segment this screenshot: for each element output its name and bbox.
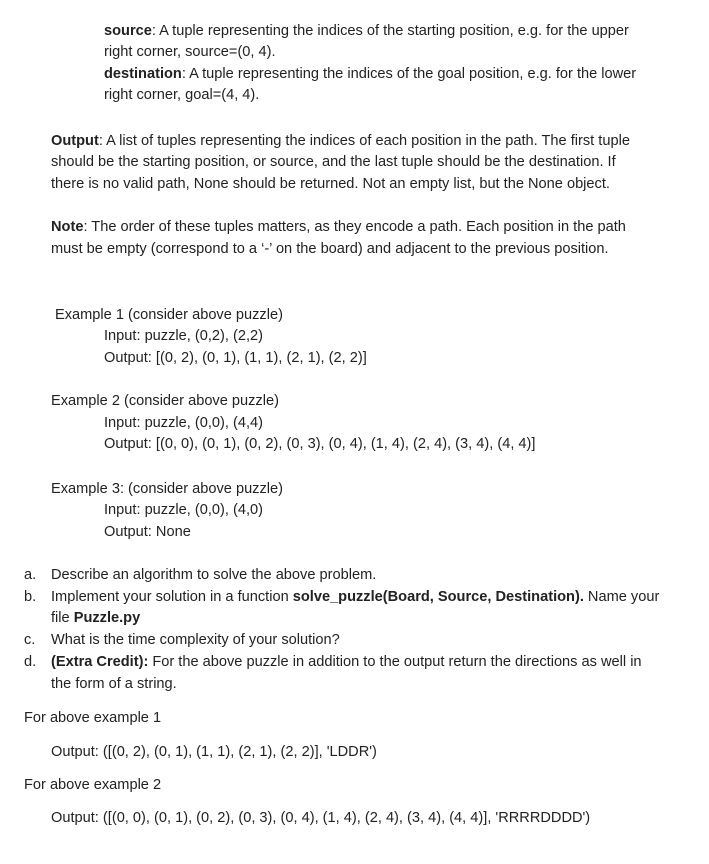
note-line-1 (51, 217, 626, 239)
task-a-text: Describe an algorithm to solve the above problem. (51, 567, 377, 583)
task-b-marker: b. (24, 589, 37, 605)
output-label: Output (51, 133, 99, 149)
destination-desc: : A tuple representing the indices of the goal position, e.g. for the lower (181, 66, 637, 82)
task-c-text: What is the time complexity of your solution? (51, 632, 340, 648)
extra-example-2-output: Output: ([(0, 0), (0, 1), (0, 2), (0, 3), (0, 4), (1, 4), (2, 4), (3, 4), (4, 4)], 'RRRRDDDD') (51, 810, 591, 826)
example-3-output: Output: None (104, 524, 191, 540)
task-b-function-name: solve_puzzle(Board, Source, Destination). (292, 589, 584, 605)
extra-example-1-heading: For above example 1 (24, 710, 162, 726)
note-desc-1: : The order of these tuples matters, as they encode a path. Each position in the path (83, 219, 626, 235)
example-2-output: Output: [(0, 0), (0, 1), (0, 2), (0, 3), (0, 4), (1, 4), (2, 4), (3, 4), (4, 4)] (104, 436, 536, 452)
example-3-input: Input: puzzle, (0,0), (4,0) (104, 502, 263, 518)
source-desc: : A tuple representing the indices of the starting position, e.g. for the upper (151, 23, 629, 39)
task-b-line-2 (51, 608, 140, 630)
task-a-marker: a. (24, 567, 37, 583)
destination-line-2: right corner, goal=(4, 4). (104, 87, 260, 103)
destination-line-1 (104, 64, 636, 86)
note-label: Note (51, 219, 84, 235)
task-b-line-1 (51, 587, 659, 609)
destination-label: destination (104, 66, 182, 82)
example-1-output: Output: [(0, 2), (0, 1), (1, 1), (2, 1), (2, 2)] (104, 350, 367, 366)
example-2-title: Example 2 (consider above puzzle) (51, 393, 279, 409)
example-1-input: Input: puzzle, (0,2), (2,2) (104, 328, 263, 344)
source-line-2: right corner, source=(0, 4). (104, 44, 276, 60)
task-d-label: (Extra Credit): (51, 654, 149, 670)
task-d-line-2: the form of a string. (51, 676, 177, 692)
task-d-line-1 (51, 652, 642, 674)
source-line-1 (104, 21, 629, 43)
extra-example-1-output: Output: ([(0, 2), (0, 1), (1, 1), (2, 1), (2, 2)], 'LDDR') (51, 744, 377, 760)
output-line-1 (51, 131, 630, 153)
example-1-title: Example 1 (consider above puzzle) (55, 307, 283, 323)
task-b-post: Name your (583, 589, 660, 605)
task-b-pre: Implement your solution in a function (51, 589, 293, 605)
task-b-line2-pre: file (51, 610, 74, 626)
task-c-marker: c. (24, 632, 36, 648)
task-d-desc-1: For the above puzzle in addition to the output return the directions as well in (148, 654, 642, 670)
example-3-title: Example 3: (consider above puzzle) (51, 481, 283, 497)
output-line-3: there is no valid path, None should be returned. Not an empty list, but the None object. (51, 176, 610, 192)
task-b-filename: Puzzle.py (73, 610, 141, 626)
output-line-2: should be the starting position, or source, and the last tuple should be the destination. If (51, 154, 616, 170)
extra-example-2-heading: For above example 2 (24, 777, 162, 793)
task-d-marker: d. (24, 654, 37, 670)
source-label: source (104, 23, 152, 39)
example-2-input: Input: puzzle, (0,0), (4,4) (104, 415, 263, 431)
note-line-2: must be empty (correspond to a ‘-’ on the board) and adjacent to the previous position. (51, 241, 609, 257)
output-desc-1: : A list of tuples representing the indices of each position in the path. The first tuple (98, 133, 630, 149)
